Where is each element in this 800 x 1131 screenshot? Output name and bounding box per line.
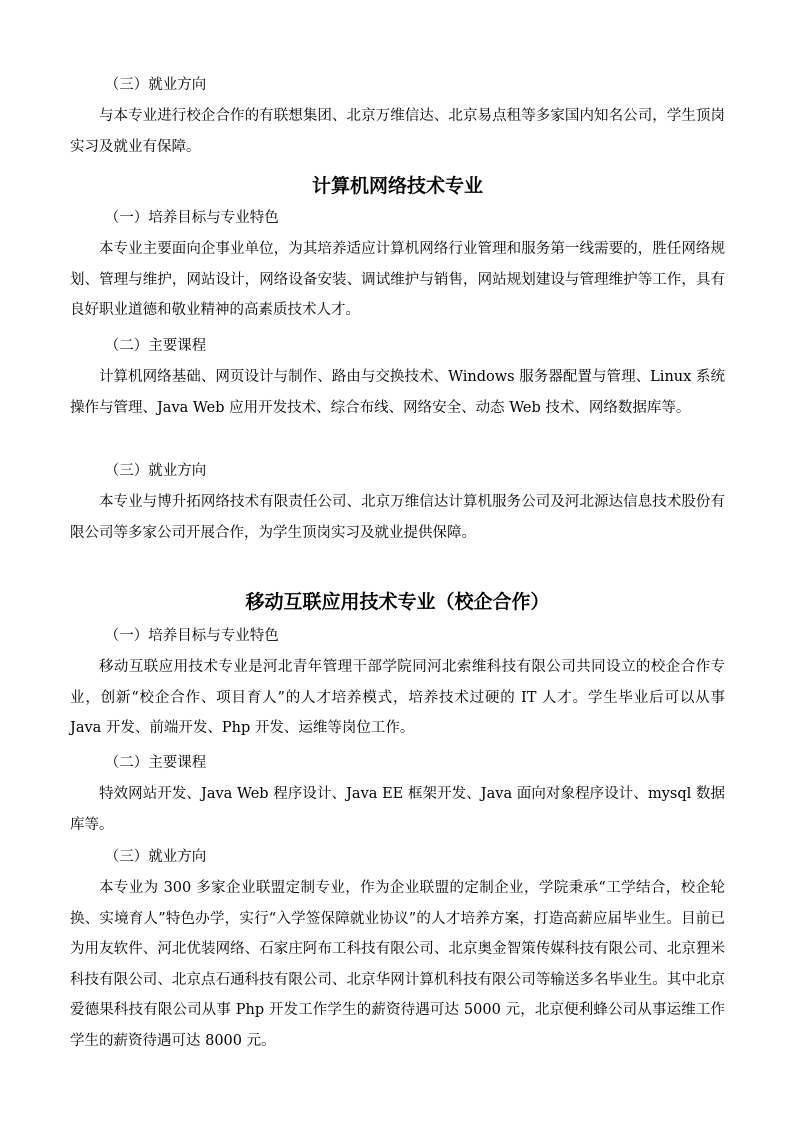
network-employment-paragraph: 本专业与博升拓网络技术有限责任公司、北京万维信达计算机服务公司及河北源达信息技术股份有限公司等多家公司开展合作，为学生顶岗实习及就业提供保障。 [70, 494, 725, 541]
network-goal-paragraph: 本专业主要面向企事业单位，为其培养适应计算机网络行业管理和服务第一线需要的，胜任网络规划、管理与维护，网站设计，网络设备安装、调试维护与销售，网站规划建设与管理维护等工作，具有良好职业道德和敬业精神的高素质技术人才。 [70, 241, 725, 318]
network-employment-heading: （三）就业方向 [104, 463, 207, 479]
network-goal-heading: （一）培养目标与专业特色 [104, 210, 279, 226]
section-title-network: 计算机网络技术专业 [311, 175, 483, 197]
network-courses-heading: （二）主要课程 [104, 338, 207, 354]
section-title-mobile: 移动互联应用技术专业（校企合作） [245, 591, 550, 613]
network-courses-paragraph: 计算机网络基础、网页设计与制作、路由与交换技术、Windows 服务器配置与管理、Linux 系统操作与管理、Java Web 应用开发技术、综合布线、网络安全、动态 Web 技术、网络数据库等。 [70, 369, 725, 416]
employment-paragraph-1: 与本专业进行校企合作的有联想集团、北京万维信达、北京易点租等多家国内知名公司，学生顶岗实习及就业有保障。 [70, 108, 725, 155]
mobile-employment-heading: （三）就业方向 [104, 849, 207, 865]
mobile-courses-paragraph: 特效网站开发、Java Web 程序设计、Java EE 框架开发、Java 面向对象程序设计、mysql 数据库等。 [70, 786, 725, 833]
mobile-employment-paragraph: 本专业为 300 多家企业联盟定制专业，作为企业联盟的定制企业，学院秉承“工学结合，校企轮换、实境育人”特色办学，实行“入学签保障就业协议”的人才培养方案，打造高薪应届毕业生。目前已为用友软件、河北优装网络、石家庄阿布工科技有限公司、北京奥金智策传媒科技有限公司、北京狸米科技有限公司、北京点石通科技有限公司、北京华网计算机科技有限公司等输送多名毕业生。其中北京爱德果科技有限公司从事 Php 开发工作学生的薪资待遇可达 5000 元，北京便利蜂公司从事运维工作学生的薪资待遇可达 8000 元。 [70, 880, 725, 1049]
mobile-goal-paragraph: 移动互联应用技术专业是河北青年管理干部学院同河北索维科技有限公司共同设立的校企合作专业，创新“校企合作、项目育人”的人才培养模式，培养技术过硬的 IT 人才。学生毕业后可以从事 Java 开发、前端开发、Php 开发、运维等岗位工作。 [70, 659, 725, 736]
employment-heading-1: （三）就业方向 [104, 77, 207, 93]
mobile-courses-heading: （二）主要课程 [104, 755, 207, 771]
mobile-goal-heading: （一）培养目标与专业特色 [104, 628, 279, 644]
